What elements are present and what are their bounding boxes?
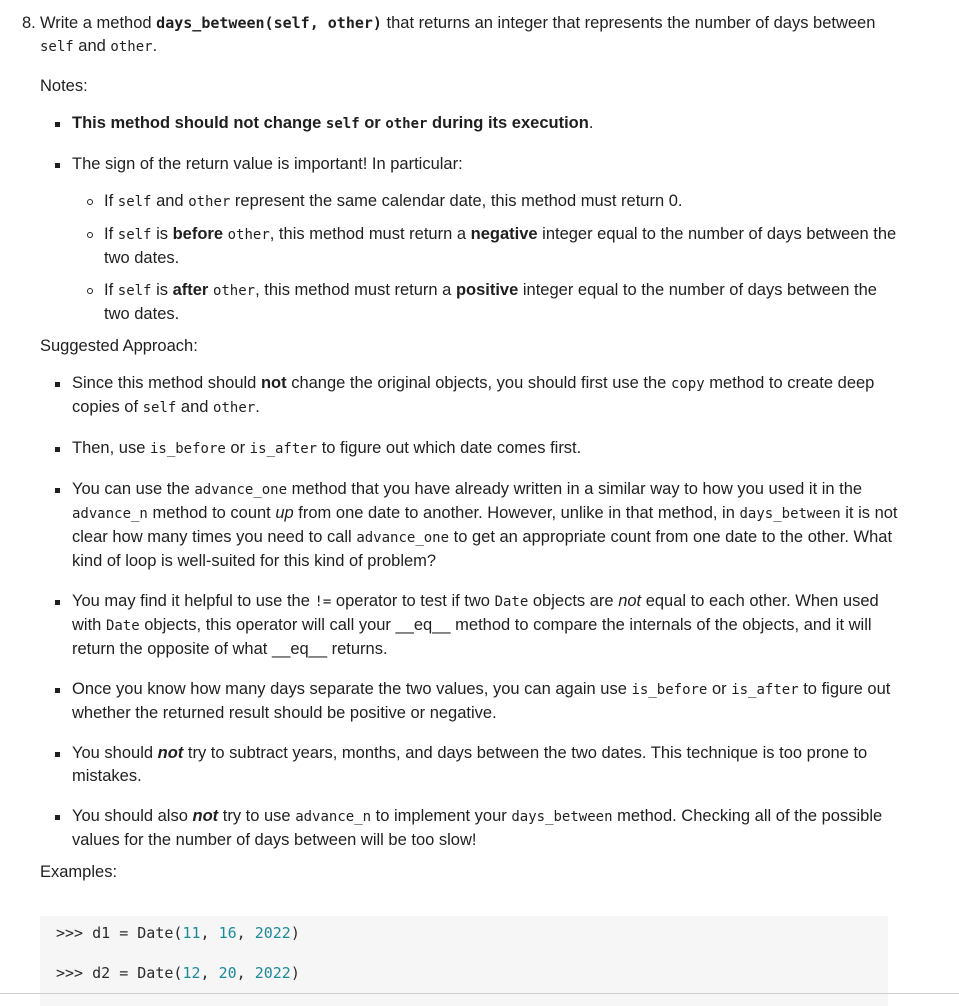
list-item	[72, 805, 902, 852]
separator: ,	[236, 964, 255, 982]
italic-text: up	[275, 504, 294, 522]
text: method. Checking all of the possible values for the number of days between will be too slow!	[72, 807, 883, 849]
eq-method-text: __eq__	[271, 640, 328, 658]
divider	[0, 993, 959, 994]
code-date: Date	[494, 594, 529, 610]
code-advance-one: advance_one	[356, 530, 450, 546]
number-literal: 20	[218, 964, 237, 982]
code-other: other	[213, 400, 256, 416]
code-date: Date	[105, 618, 140, 634]
text: method to compare the internals of the objects, and it will return the opposite of what	[72, 616, 872, 658]
bold-text: not	[260, 374, 287, 392]
code-self: self	[142, 400, 177, 416]
list-item	[72, 590, 902, 661]
question-number: 8.	[22, 14, 36, 32]
list-item	[72, 372, 902, 420]
code-advance-one: advance_one	[194, 482, 288, 498]
code-other: other	[188, 194, 231, 210]
separator: ,	[200, 964, 219, 982]
text: Since this method should	[72, 374, 261, 392]
paren: )	[290, 924, 300, 942]
text: is	[151, 281, 173, 299]
bold-text: or	[359, 114, 386, 132]
text: and	[151, 192, 189, 210]
text: from one date to another. However, unlike in that method, in	[293, 504, 740, 522]
number-literal: 2022	[254, 964, 291, 982]
text: equal to each other. When used with	[72, 592, 879, 634]
question-body	[40, 12, 902, 884]
sign-rules-list	[72, 190, 902, 326]
text: .	[588, 114, 594, 132]
paren: )	[290, 964, 300, 982]
intro-text: and	[73, 37, 111, 55]
code-other: other	[385, 116, 428, 132]
text: it is not clear how many times you need to call	[72, 504, 898, 546]
notes-list	[40, 112, 902, 326]
text: You should	[72, 744, 158, 762]
method-signature: days_between(self, other)	[156, 14, 382, 32]
intro-text: Write a method	[40, 14, 157, 32]
text: represent the same calendar date, this method must return 0.	[230, 192, 683, 210]
text: If	[104, 192, 118, 210]
code-advance-n: advance_n	[72, 506, 148, 522]
separator: ,	[200, 924, 219, 942]
bold-text: before	[172, 225, 224, 243]
text: method that you have already written in a similar way to how you used it in the	[287, 480, 863, 498]
prompt-text: >>>	[56, 964, 84, 982]
text: objects, this operator will call your	[139, 616, 396, 634]
variable-name: d1	[92, 924, 111, 942]
operator: =	[119, 924, 129, 942]
text: to get an appropriate count from one date to the other. What kind of loop is well-suited for this kind of problem?	[72, 528, 893, 570]
question-item	[22, 12, 902, 884]
text: returns.	[327, 640, 388, 658]
intro-text: that returns an integer that represents the number of days between	[381, 14, 876, 32]
bold-text: during its execution	[427, 114, 589, 132]
list-item	[104, 223, 902, 270]
code-other: other	[212, 283, 256, 299]
text: try to use	[218, 807, 296, 825]
list-item	[72, 678, 902, 725]
list-item	[72, 112, 902, 136]
text: method to count	[147, 504, 276, 522]
eq-method-text: __eq__	[395, 616, 451, 634]
list-item	[104, 190, 902, 214]
list-item	[104, 279, 902, 326]
intro-text: .	[152, 37, 158, 55]
text: or	[225, 439, 250, 457]
code-line	[56, 964, 300, 982]
number-literal: 16	[218, 924, 237, 942]
approach-list	[40, 372, 902, 852]
code-self: self	[117, 227, 152, 243]
text: change the original objects, you should first use the	[286, 374, 671, 392]
code-copy: copy	[670, 376, 705, 392]
text: , this method must return a	[269, 225, 471, 243]
examples-label: Examples:	[40, 863, 118, 881]
text: If	[104, 281, 118, 299]
code-is-before: is_before	[149, 441, 226, 457]
code-other: other	[227, 227, 270, 243]
code-other: other	[110, 39, 153, 55]
code-is-after: is_after	[731, 682, 799, 698]
number-literal: 12	[182, 964, 201, 982]
text: to implement your	[371, 807, 512, 825]
text: is	[151, 225, 173, 243]
code-self: self	[325, 116, 360, 132]
question-intro	[40, 12, 902, 59]
bold-italic-text: not	[157, 744, 184, 762]
text: You can use the	[72, 480, 195, 498]
text: Once you know how many days separate the two values, you can again use	[72, 680, 632, 698]
text: Then, use	[72, 439, 150, 457]
list-item	[72, 742, 902, 788]
list-item	[72, 153, 902, 326]
bold-text: after	[172, 281, 209, 299]
list-item	[72, 437, 902, 461]
function-call: Date(	[137, 964, 183, 982]
text: try to subtract years, months, and days between the two dates. This technique is too prone to mistakes.	[72, 744, 868, 785]
code-days-between: days_between	[511, 809, 613, 825]
code-line	[56, 924, 300, 942]
bold-text: positive	[455, 281, 519, 299]
text: and	[176, 398, 214, 416]
bold-italic-text: not	[192, 807, 219, 825]
italic-text: not	[618, 592, 642, 610]
separator: ,	[236, 924, 255, 942]
text: method to create deep copies of	[72, 374, 875, 416]
code-not-equal: !=	[314, 594, 332, 610]
code-advance-n: advance_n	[295, 809, 372, 825]
variable-name: d2	[92, 964, 111, 982]
function-call: Date(	[137, 924, 183, 942]
approach-label: Suggested Approach:	[40, 337, 198, 355]
text: to figure out which date comes first.	[317, 439, 582, 457]
text: If	[104, 225, 118, 243]
text: You may find it helpful to use the	[72, 592, 315, 610]
text: objects are	[528, 592, 619, 610]
code-self: self	[40, 39, 74, 55]
text: operator to test if two	[331, 592, 495, 610]
bold-text: This method should not change	[72, 114, 326, 132]
code-self: self	[117, 194, 152, 210]
number-literal: 2022	[254, 924, 291, 942]
code-is-after: is_after	[249, 441, 318, 457]
list-item	[72, 478, 902, 573]
code-days-between: days_between	[739, 506, 841, 522]
text: The sign of the return value is important! In particular:	[72, 155, 463, 173]
bold-text: negative	[470, 225, 538, 243]
operator: =	[119, 964, 129, 982]
code-is-before: is_before	[631, 682, 708, 698]
notes-label: Notes:	[40, 77, 88, 95]
text: to figure out whether the returned result should be positive or negative.	[72, 680, 891, 722]
text: .	[255, 398, 260, 416]
text: , this method must return a	[255, 281, 456, 299]
text: You should also	[72, 807, 193, 825]
prompt-text: >>>	[56, 924, 84, 942]
text: integer equal to the number of days between the two dates.	[104, 281, 877, 323]
code-self: self	[117, 283, 152, 299]
text: or	[707, 680, 732, 698]
text: integer equal to the number of days between the two dates.	[104, 225, 897, 267]
number-literal: 11	[182, 924, 201, 942]
